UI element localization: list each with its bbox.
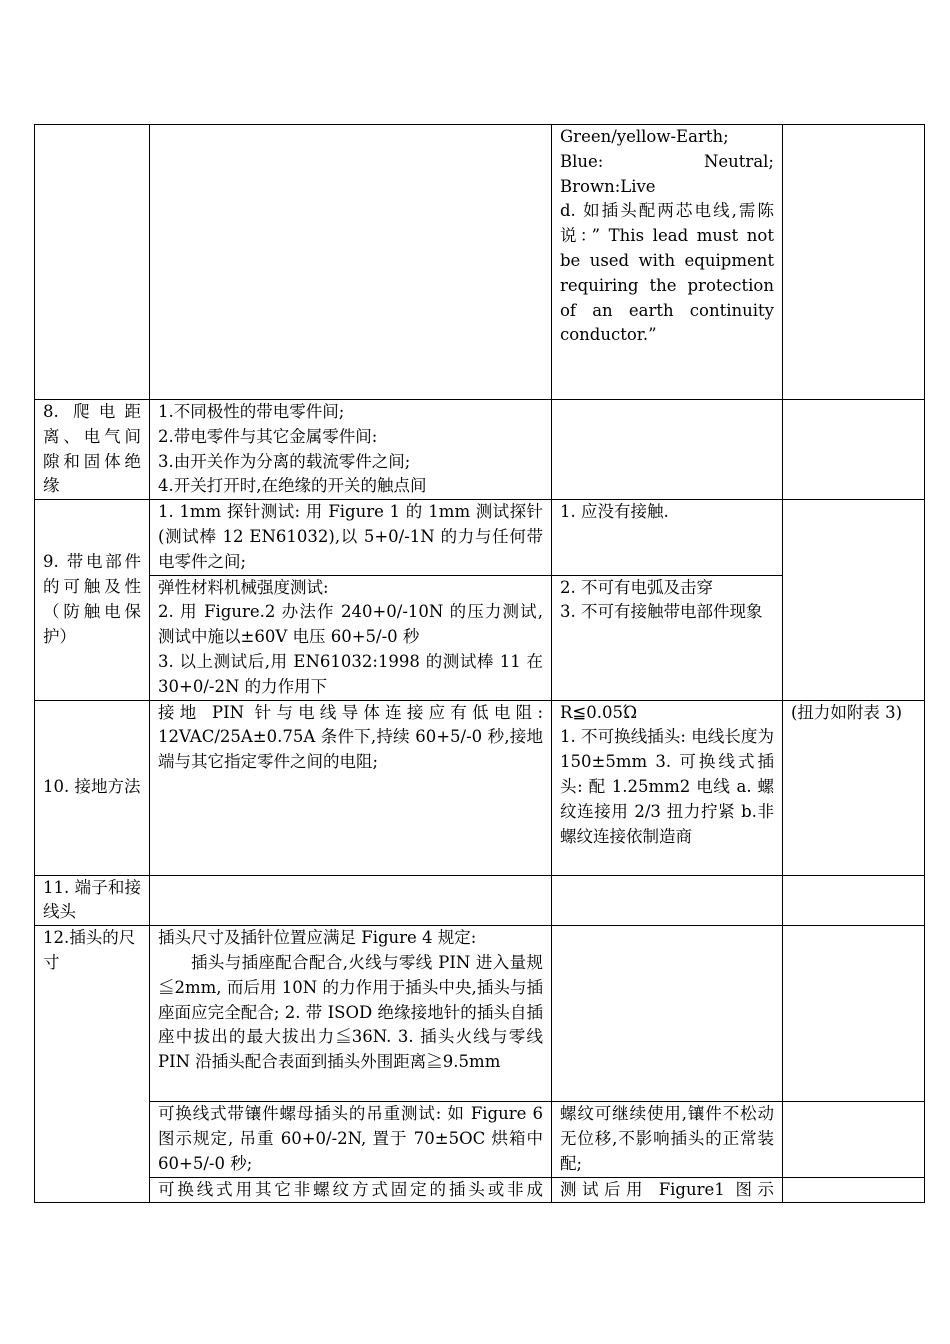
requirement-cell xyxy=(552,926,783,1102)
cell-text: 插头与插座配合配合,火线与零线 PIN 进入量规≦2mm, 而后用 10N 的力作用于插头中央,插头与插座面应完全配合; 2. 带 ISOD 绝缘接地针的插头自插座中拔出的最大拔出力≦36N. 3. 插头火线与零线 PIN 沿插头配合表面到插头外围距离≧9.5mm xyxy=(158,952,543,1072)
cell-text: 插头尺寸及插针位置应满足 Figure 4 规定: xyxy=(158,928,477,948)
cell-text: 2. 不可有电弧及击穿 xyxy=(560,577,713,597)
requirement-cell xyxy=(552,700,783,875)
cell-text: 1. 不可换线插头: 电线长度为 150±5mm 3. 可换线式插头: 配 1.25mm2 电线 a. 螺纹连接用 2/3 扭力拧紧 b.非螺纹连接依制造商 xyxy=(560,727,774,846)
method-cell: 可换线式用其它非螺纹方式固定的插头或非成 xyxy=(150,1177,552,1203)
table-row xyxy=(35,500,925,575)
table-row xyxy=(35,1102,925,1177)
table-row xyxy=(35,926,925,1102)
table-row xyxy=(35,875,925,926)
remark-cell: (扭力如附表 3) xyxy=(783,700,925,875)
item-cell xyxy=(35,125,150,400)
table-row xyxy=(35,1177,925,1203)
requirement-cell xyxy=(552,400,783,500)
cell-text: 3.由开关作为分离的载流零件之间; xyxy=(158,451,411,471)
table-row xyxy=(35,125,925,400)
method-cell xyxy=(150,400,552,500)
requirement-cell: 测试后用 Figure1 图示 xyxy=(552,1177,783,1203)
remark-cell xyxy=(783,400,925,500)
cell-text: d. 如插头配两芯电线,需陈说：” This lead must not be used with equipment requiring the protection of an earth continuity conductor.” xyxy=(560,201,774,345)
remark-cell xyxy=(783,125,925,400)
remark-cell xyxy=(783,926,925,1102)
cell-text: Blue: Neutral; xyxy=(560,151,774,171)
item-cell: 8. 爬电距离、电气间隙和固体绝缘 xyxy=(35,400,150,500)
requirement-cell: 螺纹可继续使用,镶件不松动无位移,不影响插头的正常装配; xyxy=(552,1102,783,1177)
method-cell: 接地 PIN 针与电线导体连接应有低电阻: 12VAC/25A±0.75A 条件下,持续 60+5/-0 秒,接地端与其它指定零件之间的电阻; xyxy=(150,700,552,875)
remark-cell xyxy=(783,1177,925,1203)
item-cell: 11. 端子和接线头 xyxy=(35,875,150,926)
cell-text: 4.开关打开时,在绝缘的开关的触点间 xyxy=(158,476,427,496)
cell-text: 弹性材料机械强度测试: xyxy=(158,577,329,597)
method-cell: 可换线式带镶件螺母插头的吊重测试: 如 Figure 6 图示规定, 吊重 60+0/-2N, 置于 70±5OC 烘箱中 60+5/-0 秒; xyxy=(150,1102,552,1177)
requirement-cell xyxy=(552,875,783,926)
item-cell: 10. 接地方法 xyxy=(35,700,150,875)
remark-cell xyxy=(783,500,925,700)
cell-text: Green/yellow-Earth; xyxy=(560,127,729,146)
cell-text: 2.带电零件与其它金属零件间: xyxy=(158,426,378,446)
method-cell xyxy=(150,575,552,700)
item-cell: 9. 带电部件的可触及性（防触电保护） xyxy=(35,500,150,700)
cell-text: 3. 不可有接触带电部件现象 xyxy=(560,602,763,622)
requirement-cell xyxy=(552,575,783,700)
cell-text: 1.不同极性的带电零件间; xyxy=(158,402,345,421)
method-cell xyxy=(150,125,552,400)
method-cell xyxy=(150,875,552,926)
item-cell: 12.插头的尺寸 xyxy=(35,926,150,1203)
cell-text: Brown:Live xyxy=(560,176,656,196)
requirement-cell: 1. 应没有接触. xyxy=(552,500,783,575)
method-cell: 1. 1mm 探针测试: 用 Figure 1 的 1mm 测试探针(测试棒 12 EN61032),以 5+0/-1N 的力与任何带电零件之间; xyxy=(150,500,552,575)
cell-text: 2. 用 Figure.2 办法作 240+0/-10N 的压力测试,测试中施以±60V 电压 60+5/-0 秒 xyxy=(158,602,543,647)
spec-table xyxy=(34,124,925,1203)
table-row xyxy=(35,400,925,500)
cell-text: R≦0.05Ώ xyxy=(560,702,638,722)
method-cell xyxy=(150,926,552,1102)
cell-text: 3. 以上测试后,用 EN61032:1998 的测试棒 11 在 30+0/-2N 的力作用下 xyxy=(158,651,543,696)
remark-cell xyxy=(783,875,925,926)
remark-cell xyxy=(783,1102,925,1177)
table-row xyxy=(35,700,925,875)
requirement-cell xyxy=(552,125,783,400)
